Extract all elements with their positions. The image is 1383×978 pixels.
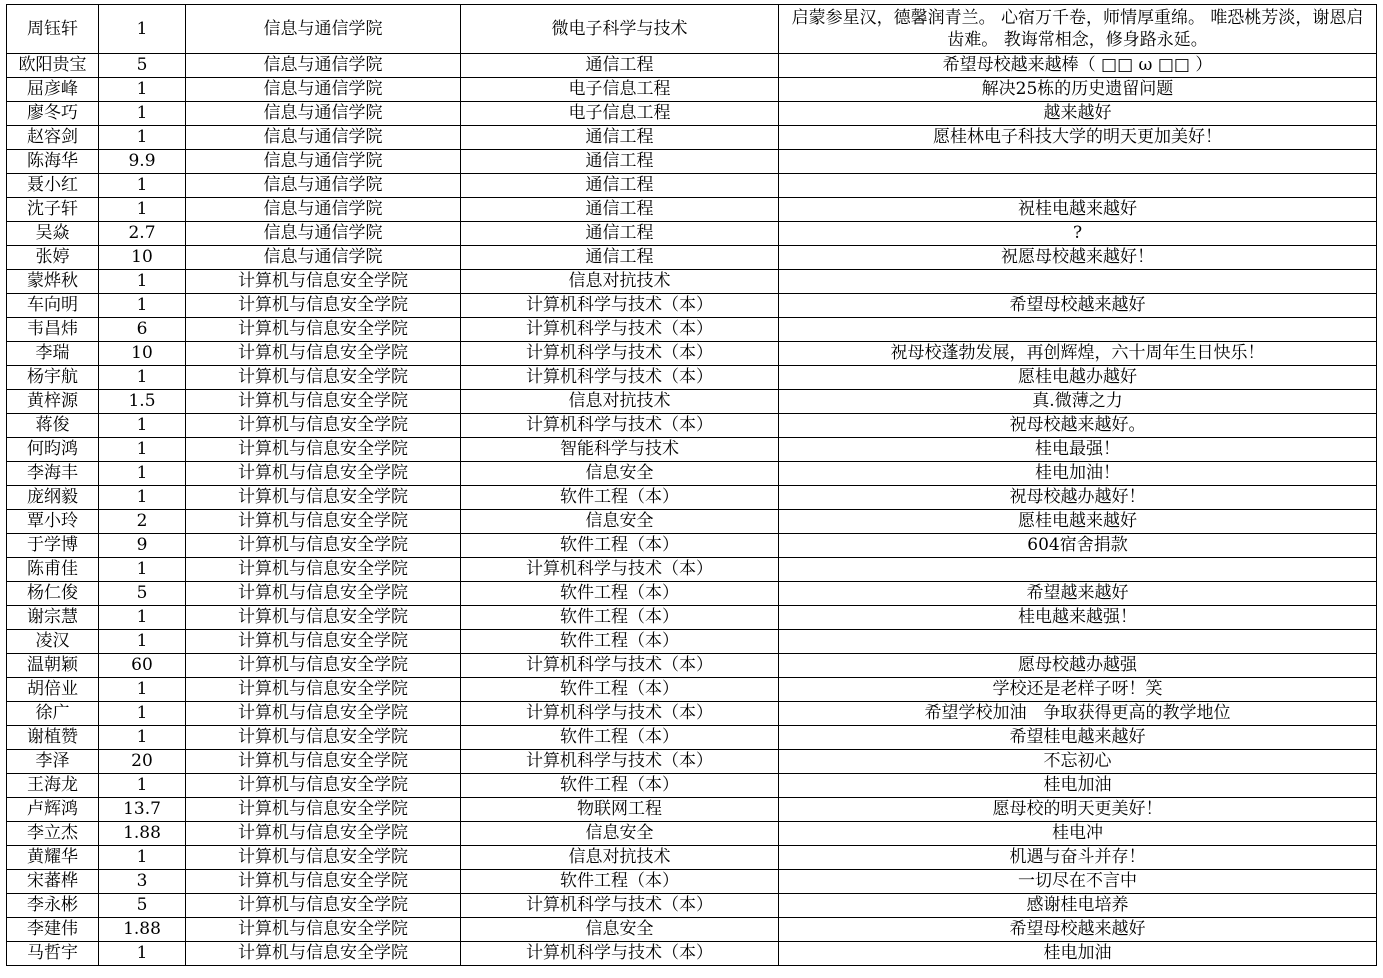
donor-name-cell: 聂小红: [7, 174, 99, 198]
college-cell: 计算机与信息安全学院: [186, 582, 461, 606]
donor-name-cell: 李泽: [7, 750, 99, 774]
donor-name-cell: 吴焱: [7, 222, 99, 246]
donor-name-cell: 蒙烨秋: [7, 270, 99, 294]
major-cell: 信息对抗技术: [461, 390, 779, 414]
major-cell: 通信工程: [461, 54, 779, 78]
college-cell: 信息与通信学院: [186, 198, 461, 222]
table-row: [7, 318, 1377, 342]
amount-cell: 9.9: [99, 150, 186, 174]
table-row: [7, 462, 1377, 486]
major-cell: 通信工程: [461, 246, 779, 270]
table-row: [7, 870, 1377, 894]
college-cell: 信息与通信学院: [186, 222, 461, 246]
amount-cell: 1: [99, 846, 186, 870]
amount-cell: 1: [99, 102, 186, 126]
amount-cell: 3: [99, 870, 186, 894]
major-cell: 通信工程: [461, 198, 779, 222]
donor-name-cell: 李建伟: [7, 918, 99, 942]
major-cell: 软件工程（本）: [461, 582, 779, 606]
donor-name-cell: 李瑞: [7, 342, 99, 366]
amount-cell: 1.5: [99, 390, 186, 414]
table-row: [7, 294, 1377, 318]
message-cell: ?: [779, 222, 1377, 246]
table-row: [7, 534, 1377, 558]
amount-cell: 10: [99, 342, 186, 366]
college-cell: 计算机与信息安全学院: [186, 342, 461, 366]
amount-cell: 6: [99, 318, 186, 342]
donor-name-cell: 沈子轩: [7, 198, 99, 222]
donor-name-cell: 庞纲毅: [7, 486, 99, 510]
college-cell: 信息与通信学院: [186, 54, 461, 78]
message-cell: 桂电越来越强！: [779, 606, 1377, 630]
donor-name-cell: 马哲宇: [7, 942, 99, 966]
message-cell: [779, 558, 1377, 582]
major-cell: 计算机科学与技术（本）: [461, 894, 779, 918]
college-cell: 计算机与信息安全学院: [186, 534, 461, 558]
amount-cell: 1: [99, 726, 186, 750]
donor-name-cell: 胡倍业: [7, 678, 99, 702]
table-row: [7, 942, 1377, 966]
college-cell: 计算机与信息安全学院: [186, 726, 461, 750]
table-row: [7, 150, 1377, 174]
table-row: [7, 558, 1377, 582]
donor-name-cell: 杨仁俊: [7, 582, 99, 606]
table-row: [7, 5, 1377, 54]
college-cell: 信息与通信学院: [186, 150, 461, 174]
table-row: [7, 822, 1377, 846]
college-cell: 信息与通信学院: [186, 246, 461, 270]
major-cell: 物联网工程: [461, 798, 779, 822]
major-cell: 计算机科学与技术（本）: [461, 558, 779, 582]
amount-cell: 5: [99, 54, 186, 78]
college-cell: 信息与通信学院: [186, 126, 461, 150]
table-row: [7, 918, 1377, 942]
amount-cell: 10: [99, 246, 186, 270]
amount-cell: 5: [99, 894, 186, 918]
amount-cell: 1: [99, 558, 186, 582]
major-cell: 软件工程（本）: [461, 630, 779, 654]
donor-name-cell: 陈甫佳: [7, 558, 99, 582]
college-cell: 信息与通信学院: [186, 78, 461, 102]
amount-cell: 1: [99, 294, 186, 318]
table-row: [7, 678, 1377, 702]
college-cell: 计算机与信息安全学院: [186, 846, 461, 870]
message-cell: 愿桂林电子科技大学的明天更加美好！: [779, 126, 1377, 150]
college-cell: 计算机与信息安全学院: [186, 462, 461, 486]
message-cell: 希望学校加油 争取获得更高的教学地位: [779, 702, 1377, 726]
donor-name-cell: 杨宇航: [7, 366, 99, 390]
amount-cell: 1: [99, 174, 186, 198]
major-cell: 计算机科学与技术（本）: [461, 294, 779, 318]
message-cell: 桂电加油！: [779, 462, 1377, 486]
donation-table: [6, 4, 1377, 966]
college-cell: 计算机与信息安全学院: [186, 678, 461, 702]
major-cell: 软件工程（本）: [461, 870, 779, 894]
major-cell: 软件工程（本）: [461, 726, 779, 750]
amount-cell: 9: [99, 534, 186, 558]
table-row: [7, 726, 1377, 750]
message-cell: [779, 318, 1377, 342]
amount-cell: 1: [99, 366, 186, 390]
message-cell: 桂电加油: [779, 942, 1377, 966]
message-cell: 希望母校越来越好: [779, 294, 1377, 318]
donor-name-cell: 卢辉鸿: [7, 798, 99, 822]
college-cell: 计算机与信息安全学院: [186, 894, 461, 918]
donor-name-cell: 车向明: [7, 294, 99, 318]
message-cell: 愿桂电越来越好: [779, 510, 1377, 534]
table-row: [7, 630, 1377, 654]
college-cell: 计算机与信息安全学院: [186, 414, 461, 438]
donor-name-cell: 李立杰: [7, 822, 99, 846]
major-cell: 计算机科学与技术（本）: [461, 342, 779, 366]
message-cell: 感谢桂电培养: [779, 894, 1377, 918]
donor-name-cell: 韦昌炜: [7, 318, 99, 342]
amount-cell: 1: [99, 5, 186, 54]
college-cell: 计算机与信息安全学院: [186, 486, 461, 510]
major-cell: 计算机科学与技术（本）: [461, 702, 779, 726]
major-cell: 信息安全: [461, 822, 779, 846]
message-cell: 希望桂电越来越好: [779, 726, 1377, 750]
message-cell: 不忘初心: [779, 750, 1377, 774]
amount-cell: 2: [99, 510, 186, 534]
table-row: [7, 774, 1377, 798]
amount-cell: 2.7: [99, 222, 186, 246]
table-row: [7, 798, 1377, 822]
major-cell: 通信工程: [461, 150, 779, 174]
donor-name-cell: 王海龙: [7, 774, 99, 798]
college-cell: 计算机与信息安全学院: [186, 270, 461, 294]
amount-cell: 1: [99, 270, 186, 294]
table-row: [7, 654, 1377, 678]
major-cell: 信息安全: [461, 510, 779, 534]
table-row: [7, 606, 1377, 630]
message-cell: 越来越好: [779, 102, 1377, 126]
major-cell: 电子信息工程: [461, 78, 779, 102]
donor-name-cell: 谢宗慧: [7, 606, 99, 630]
amount-cell: 20: [99, 750, 186, 774]
college-cell: 信息与通信学院: [186, 174, 461, 198]
college-cell: 计算机与信息安全学院: [186, 318, 461, 342]
message-cell: 希望母校越来越棒（ □□ ω □□ ）: [779, 54, 1377, 78]
message-cell: [779, 174, 1377, 198]
major-cell: 通信工程: [461, 126, 779, 150]
table-row: [7, 582, 1377, 606]
table-row: [7, 102, 1377, 126]
major-cell: 智能科学与技术: [461, 438, 779, 462]
donor-name-cell: 覃小玲: [7, 510, 99, 534]
donor-name-cell: 赵容剑: [7, 126, 99, 150]
major-cell: 微电子科学与技术: [461, 5, 779, 54]
major-cell: 软件工程（本）: [461, 774, 779, 798]
amount-cell: 1.88: [99, 822, 186, 846]
major-cell: 计算机科学与技术（本）: [461, 414, 779, 438]
college-cell: 计算机与信息安全学院: [186, 822, 461, 846]
amount-cell: 1: [99, 774, 186, 798]
amount-cell: 1: [99, 678, 186, 702]
college-cell: 计算机与信息安全学院: [186, 918, 461, 942]
message-cell: 一切尽在不言中: [779, 870, 1377, 894]
college-cell: 计算机与信息安全学院: [186, 630, 461, 654]
amount-cell: 1: [99, 462, 186, 486]
table-row: [7, 342, 1377, 366]
donor-name-cell: 黄梓源: [7, 390, 99, 414]
message-cell: 学校还是老样子呀！笑: [779, 678, 1377, 702]
donor-name-cell: 陈海华: [7, 150, 99, 174]
major-cell: 信息对抗技术: [461, 846, 779, 870]
amount-cell: 1.88: [99, 918, 186, 942]
major-cell: 通信工程: [461, 174, 779, 198]
college-cell: 计算机与信息安全学院: [186, 606, 461, 630]
donor-name-cell: 凌汉: [7, 630, 99, 654]
table-body: [7, 5, 1377, 966]
major-cell: 计算机科学与技术（本）: [461, 654, 779, 678]
college-cell: 计算机与信息安全学院: [186, 510, 461, 534]
message-cell: 祝愿母校越来越好！: [779, 246, 1377, 270]
college-cell: 计算机与信息安全学院: [186, 702, 461, 726]
amount-cell: 1: [99, 414, 186, 438]
donor-name-cell: 欧阳贵宝: [7, 54, 99, 78]
table-row: [7, 846, 1377, 870]
message-cell: 希望越来越好: [779, 582, 1377, 606]
table-row: [7, 222, 1377, 246]
message-cell: 希望母校越来越好: [779, 918, 1377, 942]
table-row: [7, 510, 1377, 534]
message-cell: 祝母校越来越好。: [779, 414, 1377, 438]
amount-cell: 60: [99, 654, 186, 678]
college-cell: 计算机与信息安全学院: [186, 294, 461, 318]
amount-cell: 1: [99, 198, 186, 222]
message-cell: 启蒙参星汉，德馨润青兰。 心宿万千卷，师情厚重绵。 唯恐桃芳淡，谢恩启齿难。 教诲常相念，修身路永延。: [779, 5, 1377, 54]
table-row: [7, 270, 1377, 294]
donor-name-cell: 宋蕃桦: [7, 870, 99, 894]
college-cell: 计算机与信息安全学院: [186, 390, 461, 414]
donor-name-cell: 温朝颖: [7, 654, 99, 678]
table-row: [7, 126, 1377, 150]
message-cell: 桂电最强！: [779, 438, 1377, 462]
table-row: [7, 894, 1377, 918]
message-cell: 桂电冲: [779, 822, 1377, 846]
amount-cell: 1: [99, 942, 186, 966]
table-row: [7, 486, 1377, 510]
major-cell: 计算机科学与技术（本）: [461, 318, 779, 342]
table-row: [7, 414, 1377, 438]
amount-cell: 13.7: [99, 798, 186, 822]
table-row: [7, 702, 1377, 726]
table-row: [7, 78, 1377, 102]
donor-name-cell: 屈彦峰: [7, 78, 99, 102]
major-cell: 计算机科学与技术（本）: [461, 366, 779, 390]
major-cell: 信息对抗技术: [461, 270, 779, 294]
message-cell: 愿母校越办越强: [779, 654, 1377, 678]
table-row: [7, 438, 1377, 462]
major-cell: 软件工程（本）: [461, 606, 779, 630]
message-cell: 604宿舍捐款: [779, 534, 1377, 558]
major-cell: 通信工程: [461, 222, 779, 246]
college-cell: 计算机与信息安全学院: [186, 366, 461, 390]
table-row: [7, 366, 1377, 390]
donor-name-cell: 李永彬: [7, 894, 99, 918]
message-cell: 解决25栋的历史遗留问题: [779, 78, 1377, 102]
college-cell: 信息与通信学院: [186, 5, 461, 54]
major-cell: 信息安全: [461, 918, 779, 942]
message-cell: 愿桂电越办越好: [779, 366, 1377, 390]
table-row: [7, 246, 1377, 270]
college-cell: 计算机与信息安全学院: [186, 750, 461, 774]
message-cell: 祝桂电越来越好: [779, 198, 1377, 222]
college-cell: 计算机与信息安全学院: [186, 870, 461, 894]
donor-name-cell: 徐广: [7, 702, 99, 726]
college-cell: 计算机与信息安全学院: [186, 558, 461, 582]
major-cell: 计算机科学与技术（本）: [461, 942, 779, 966]
amount-cell: 1: [99, 630, 186, 654]
message-cell: 祝母校越办越好！: [779, 486, 1377, 510]
amount-cell: 1: [99, 606, 186, 630]
donor-name-cell: 周钰轩: [7, 5, 99, 54]
message-cell: [779, 270, 1377, 294]
donor-name-cell: 何昀鸿: [7, 438, 99, 462]
table-row: [7, 54, 1377, 78]
table-row: [7, 198, 1377, 222]
major-cell: 软件工程（本）: [461, 678, 779, 702]
college-cell: 信息与通信学院: [186, 102, 461, 126]
amount-cell: 1: [99, 126, 186, 150]
major-cell: 电子信息工程: [461, 102, 779, 126]
donor-name-cell: 廖冬巧: [7, 102, 99, 126]
message-cell: [779, 630, 1377, 654]
college-cell: 计算机与信息安全学院: [186, 942, 461, 966]
donor-name-cell: 于学博: [7, 534, 99, 558]
message-cell: 真.微薄之力: [779, 390, 1377, 414]
major-cell: 软件工程（本）: [461, 486, 779, 510]
college-cell: 计算机与信息安全学院: [186, 774, 461, 798]
major-cell: 信息安全: [461, 462, 779, 486]
donor-name-cell: 黄耀华: [7, 846, 99, 870]
major-cell: 计算机科学与技术（本）: [461, 750, 779, 774]
donor-name-cell: 谢植赞: [7, 726, 99, 750]
major-cell: 软件工程（本）: [461, 534, 779, 558]
message-cell: 祝母校蓬勃发展，再创辉煌，六十周年生日快乐！: [779, 342, 1377, 366]
college-cell: 计算机与信息安全学院: [186, 654, 461, 678]
amount-cell: 1: [99, 438, 186, 462]
amount-cell: 1: [99, 702, 186, 726]
message-cell: 桂电加油: [779, 774, 1377, 798]
table-row: [7, 174, 1377, 198]
amount-cell: 1: [99, 78, 186, 102]
message-cell: 机遇与奋斗并存！: [779, 846, 1377, 870]
donor-name-cell: 张婷: [7, 246, 99, 270]
college-cell: 计算机与信息安全学院: [186, 438, 461, 462]
donor-name-cell: 李海丰: [7, 462, 99, 486]
table-row: [7, 750, 1377, 774]
message-cell: [779, 150, 1377, 174]
amount-cell: 5: [99, 582, 186, 606]
donor-name-cell: 蒋俊: [7, 414, 99, 438]
amount-cell: 1: [99, 486, 186, 510]
message-cell: 愿母校的明天更美好！: [779, 798, 1377, 822]
table-row: [7, 390, 1377, 414]
college-cell: 计算机与信息安全学院: [186, 798, 461, 822]
